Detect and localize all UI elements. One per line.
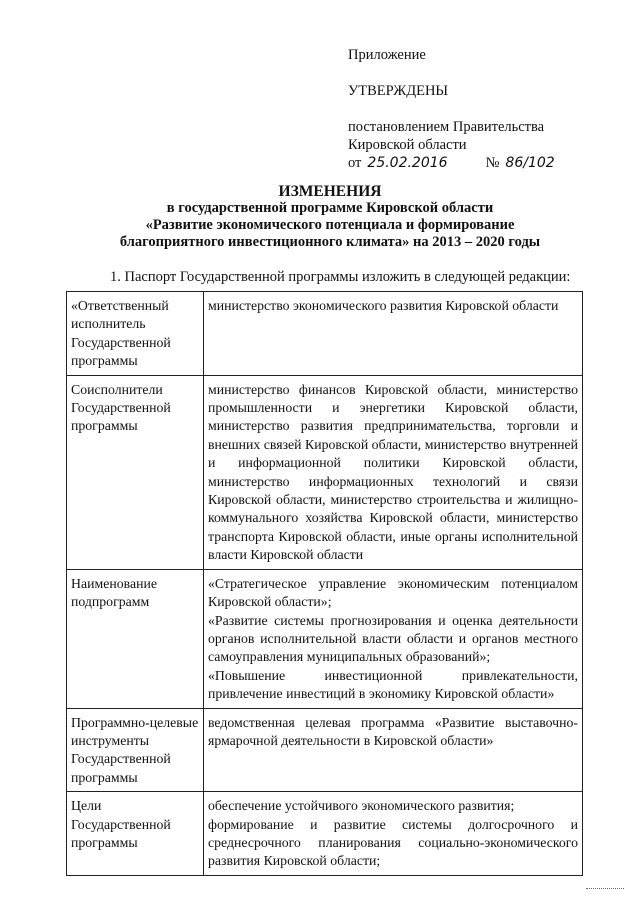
value-line: министерство финансов Кировской области, министерство промышленности и энергетики Кировской области, министерство развития предпринимательства, торговли и внешних связей Кировской области, министерство внутренней и информационной политики Кировской области, министерство информационных технологий и связи Кировской области, министерство строительства и жилищно-коммунального хозяйства Кировской области, министерство транспорта Кировской области, иные органы исполнительной власти Кировской области [208, 381, 578, 563]
value-line: «Развитие системы прогнозирования и оценка деятельности органов исполнительной власти области и органов местного самоуправления муниципальных образований»; [208, 612, 578, 665]
decree-line-2: Кировской области [348, 137, 467, 153]
approved-label: УТВЕРЖДЕНЫ [348, 83, 449, 99]
heading-line-3: благоприятного инвестиционного климата» на 2013 – 2020 годы [119, 234, 541, 250]
scan-mark [586, 888, 624, 889]
passport-table [66, 291, 583, 876]
decree-date: 25.02.2016 [367, 155, 448, 171]
table-row [67, 292, 583, 376]
table-row [67, 375, 583, 569]
value-line: «Стратегическое управление экономическим потенциалом Кировской области»; [208, 575, 578, 610]
value-line: ведомственная целевая программа «Развитие выставочно-ярмарочной деятельности в Кировской области» [208, 714, 578, 748]
row-label: Программно-целевые инструменты Государственной программы [67, 708, 204, 792]
heading-title: ИЗМЕНЕНИЯ [278, 183, 382, 200]
row-value [204, 708, 583, 792]
table-row [67, 708, 583, 792]
row-value [204, 375, 583, 569]
row-label: «Ответственный исполнитель Государственной программы [67, 292, 204, 376]
decree-date-row [348, 154, 608, 172]
value-line: министерство экономического развития Кировской области [208, 298, 559, 313]
table-row [67, 792, 583, 876]
heading-line-1: в государственной программе Кировской области [166, 200, 494, 216]
value-line: «Повышение инвестиционной привлекательности, привлечение инвестиций в экономику Кировской области» [208, 667, 578, 702]
approval-block [348, 46, 608, 172]
row-label: Наименование подпрограмм [67, 569, 204, 708]
row-value [204, 292, 583, 376]
decree-line-1: постановлением Правительства [348, 119, 545, 135]
number-prefix: № [485, 155, 500, 171]
appendix-label: Приложение [348, 47, 426, 63]
value-line: обеспечение устойчивого экономического развития; [208, 798, 515, 814]
date-prefix: от [348, 155, 362, 171]
row-value [204, 569, 583, 708]
row-value [204, 792, 583, 876]
row-label: Соисполнители Государственной программы [67, 375, 204, 569]
decree-number: 86/102 [505, 155, 555, 171]
row-label: Цели Государственной программы [67, 792, 204, 876]
heading-line-2: «Развитие экономического потенциала и формирование [145, 217, 515, 233]
value-line: формирование и развитие системы долгосрочного и среднесрочного планирования социально-экономического развития Кировской области; [208, 816, 578, 869]
table-row [67, 569, 583, 708]
point-1-text: 1. Паспорт Государственной программы изложить в следующей редакции: [110, 269, 571, 285]
document-heading [40, 183, 620, 251]
